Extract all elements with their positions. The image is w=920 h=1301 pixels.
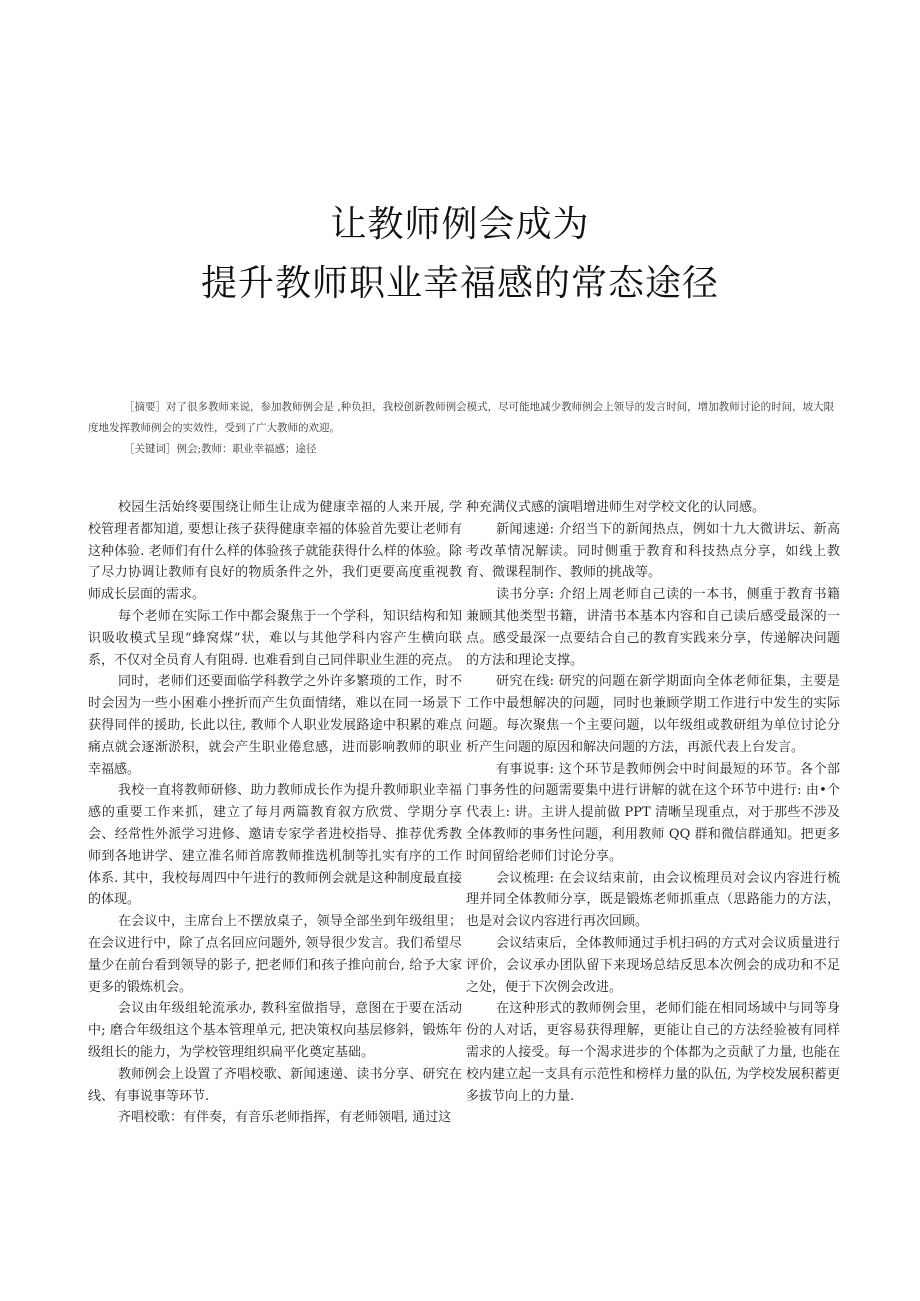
paragraph: 每个老师在实际工作中都会聚焦于一个学科，知识结构和知识吸收模式呈现“蜂窝煤”状，难以与其他学科内容产生横向联系，不仅对全员育人有阻碍. 也难看到自己同伴职业生涯的亮点。 (88, 608, 462, 668)
paragraph: 教师例会上设置了齐唱校歌、新闻速递、读书分享、研究在线、有事说事等环节. (88, 1066, 462, 1104)
paragraph: 在这种形式的教师例会里，老师们能在相同场域中与同等身份的人对话，更容易获得理解，更能让自己的方法经验被有同样需求的人接受。每一个渴求进步的个体都为之贡献了力量, 也能在校内建立起一支具有示范性和榜样力量的队伍, 为学校发展积蓄更多拔节向上的力量. (466, 1001, 840, 1104)
paragraph-continued: 种充满仪式感的演唱增进师生对学校文化的认同感。 (466, 500, 766, 515)
paragraph: 校园生活始终要围绕让师生让成为健康幸福的人来开展, 学校管理者都知道, 要想让孩子获得健康幸福的体验首先要让老师有这种体验. 老师们有什么样的体验孩子就能获得什么样的体验。除了尽力协调让教师有良好的物质条件之外，我们更要高度重视教师成长层面的需求。 (88, 500, 462, 603)
body-column-left (88, 497, 462, 1129)
paragraph: 会议由年级组轮流承办, 教科室做指导，意图在于要在活动中; 磨合年级组这个基本管理单元, 把决策权向基层修斜，锻炼年级组长的能力，为学校管理组织扁平化奠定基础。 (88, 1001, 462, 1060)
page-title-line-1: 让教师例会成为 (330, 204, 590, 245)
body-column-right (466, 497, 840, 1107)
paragraph: 有事说事: 这个环节是教师例会中时间最短的环节。各个部门事务性的问题需要集中进行讲解的就在这个环节中进行: 由•个代表上: 讲。主讲人提前做 PPT 清晰呈现重点，对于那些不涉及全体教师的事务性问题，利用教师 QQ 群和微信群通知。把更多时间留给老师们讨论分享。 (466, 761, 840, 864)
paragraph: 新闻速递: 介绍当下的新闻热点，例如十九大微讲坛、新高考改革情况解读。同时侧重于教育和科技热点分享，如线上教育、微课程制作、教师的挑战等。 (466, 521, 840, 581)
paragraph: 会议结束后，全体教师通过手机扫码的方式对会议质量进行评价，会议承办团队留下来现场总结反思本次例会的成功和不足之处，便于下次例会改进。 (466, 935, 840, 995)
paragraph: 研究在线: 研究的问题在新学期面向全体老师征集，主要是工作中最想解决的问题，同时也兼顾学期工作进行中发生的实际问题。每次聚焦一个主要问题，以年级组或教研组为单位讨论分析产生问题的原因和解决问题的方法，再派代表上台发言。 (466, 674, 840, 755)
paragraph: 齐唱校歌：有伴奏，有音乐老师指挥，有老师领唱, 通过这 (118, 1110, 452, 1126)
keywords: ［关键词］例会;教师：职业幸福感；途径 (124, 443, 317, 455)
paragraph: 在会议中，主席台上不摆放桌子，领导全部坐到年级组里；在会议进行中，除了点名回应问题外, 领导很少发言。我们希望尽量少在前台看到领导的影子, 把老师们和孩子推向前台, 给予大家更多的锻炼机会。 (88, 914, 462, 995)
paragraph: 我校一直将教师研修、助力教师成长作为提升教师职业幸福感的重要工作来抓，建立了每月两篇教育叙方欣赏、学期分享会、经常性外派学习进修、邀请专家学者进校指导、推荐优秀教师到各地讲学、建立准名师首席教师推选机制等扎实有序的工作体系. 其中，我校每周四中午进行的教师例会就是这种制度最直接的体现。 (88, 783, 462, 908)
page-title-line-2: 提升教师职业幸福感的常态途径 (200, 263, 719, 304)
paragraph: 同时，老师们还要面临学科教学之外许多繁琐的工作，时不时会因为一些小困难小挫折而产生负面情绪，难以在同一场景下获得同伴的援助, 长此以往, 教师个人职业发展路途中积累的难点痛点就会逐渐淤积，就会产生职业倦怠感，进而影响教师的职业幸福感。 (88, 674, 462, 777)
paragraph: 会议梳理: 在会议结束前，由会议梳理员对会议内容进行梳理并同全体教师分享，既是锻炼老师抓重点（思路能力的方法，也是对会议内容进行再次回顾。 (466, 870, 840, 930)
paragraph: 读书分享: 介绍上周老师自己读的一本书，侧重于教育书籍兼顾其他类型书籍，讲清书本基本内容和自己读后感受最深的一点。感受最深一点要结合自己的教育实践来分享，传递解决问题的方法和理论支撑。 (466, 587, 840, 668)
abstract: ［摘要］对了很多教师来说，参加教师例会是 ,种负担，我校创新教师例会模式，尽可能地减少教师例会上领导的发言时间，增加教师讨论的时间，坡大限度地发挥教师例会的实效性，受到了广大教师的欢迎。 (88, 401, 835, 434)
